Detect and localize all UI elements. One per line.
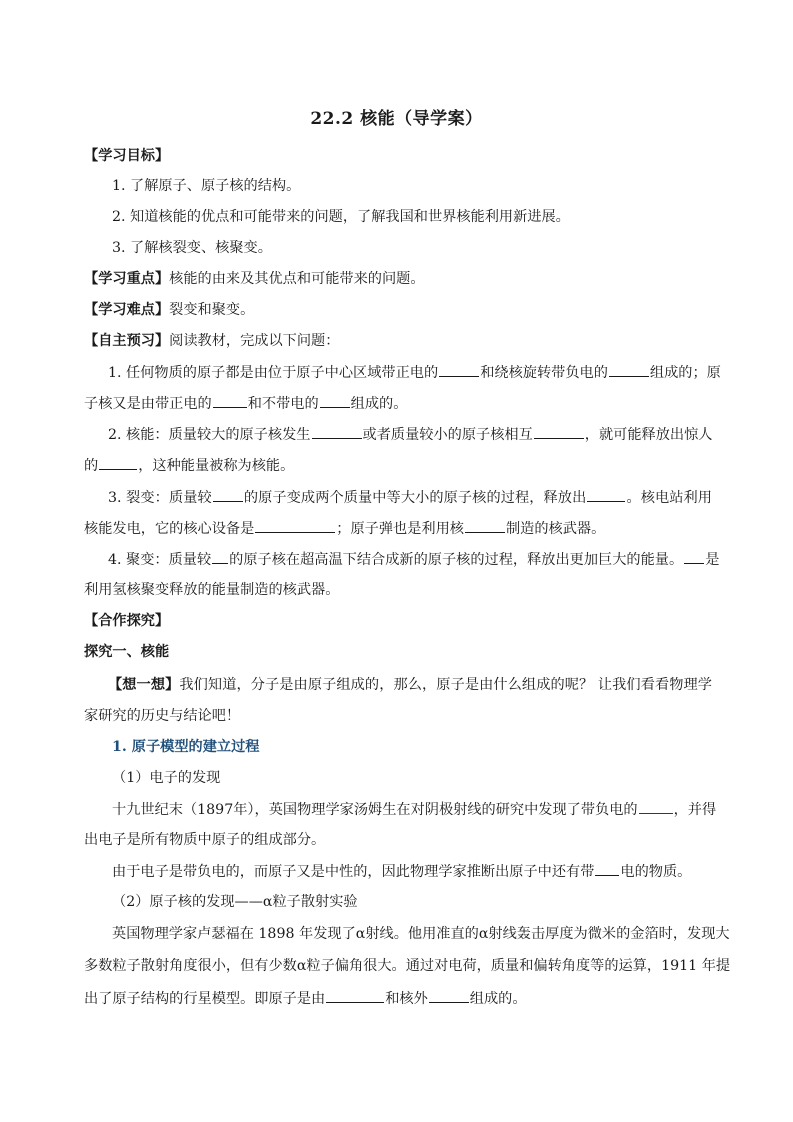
question-4-line-1 [108, 549, 720, 570]
key-point-text: 核能的由来及其优点和可能带来的问题。 [169, 271, 425, 287]
answer-blank[interactable] [326, 988, 384, 1003]
answer-blank[interactable] [312, 424, 362, 439]
question-3-line-1 [108, 487, 712, 508]
answer-blank[interactable] [429, 988, 469, 1003]
think-line-2: 家研究的历史与结论吧！ [84, 708, 241, 724]
electron-paragraph-line-2: 出电子是所有物质中原子的组成部分。 [84, 832, 326, 848]
subsection-2-title: （2）原子核的发现——α粒子散射实验 [112, 894, 358, 910]
difficulty-text: 裂变和聚变。 [169, 302, 255, 318]
answer-blank[interactable] [684, 549, 704, 564]
q4-text-b: 的原子核在超高温下结合成新的原子核的过程，释放出更加巨大的能量。 [229, 552, 684, 568]
answer-blank[interactable] [213, 393, 247, 408]
difficulty-label: 【学习难点】 [84, 302, 170, 318]
question-1-line-2 [84, 393, 712, 414]
q1-text-f: 组成的。 [350, 396, 408, 412]
electron-text-a: 十九世纪末（1897年），英国物理学家汤姆生在对阴极射线的研究中发现了带负电的 [112, 802, 638, 818]
question-2-line-2 [84, 455, 712, 476]
question-3-line-2 [84, 518, 712, 539]
q2-text-b: 或者质量较小的原子核相互 [362, 427, 533, 443]
charge-paragraph [112, 861, 712, 882]
answer-blank[interactable] [609, 362, 649, 377]
q3-text-d: 核能发电，它的核心设备是 [84, 521, 255, 537]
charge-text-a: 由于电子是带负电的，而原子又是中性的，因此物理学家推断出原子中还有带 [112, 864, 595, 880]
answer-blank[interactable] [534, 424, 584, 439]
think-label: 【想一想】 [108, 677, 180, 693]
q2-text-d: 的 [84, 458, 99, 474]
q2-text-c: ，就可能释放出惊人 [584, 427, 713, 443]
think-line-1 [108, 675, 712, 695]
answer-blank[interactable] [320, 393, 350, 408]
rutherford-text-b: 和核外 [385, 991, 428, 1007]
rutherford-paragraph-line-2: 多数粒子散射角度很小，但有少数α粒子偏角很大。通过对电荷，质量和偏转角度等的运算，1911 年提 [84, 958, 731, 974]
answer-blank[interactable] [99, 455, 137, 470]
q1-text-c: 组成的；原 [649, 365, 721, 381]
q3-text-b: 的原子变成两个质量中等大小的原子核的过程，释放出 [243, 490, 587, 506]
q1-text-d: 子核又是由带正电的 [84, 396, 212, 412]
electron-paragraph-line-1 [112, 799, 717, 820]
explore-1-heading: 探究一、核能 [84, 644, 170, 660]
preview-label: 【自主预习】 [84, 333, 170, 349]
electron-text-b: ，并得 [673, 802, 717, 818]
objectives-heading: 【学习目标】 [84, 148, 170, 164]
q3-text-c: 。核电站利用 [626, 490, 712, 506]
cooperate-heading: 【合作探究】 [84, 613, 170, 629]
question-4-line-2: 利用氢核聚变释放的能量制造的核武器。 [84, 582, 340, 598]
think-text-1: 我们知道，分子是由原子组成的，那么，原子是由什么组成的呢？ 让我们看看物理学 [179, 677, 712, 693]
q1-text-b: 和绕核旋转带负电的 [480, 365, 608, 381]
page-title: 22.2 核能（导学案） [310, 109, 483, 129]
charge-text-b: 电的物质。 [620, 864, 692, 880]
rutherford-text-c: 组成的。 [469, 991, 527, 1007]
question-2-line-1 [108, 424, 712, 445]
answer-blank[interactable] [212, 549, 228, 564]
objective-3: 3. 了解核裂变、核聚变。 [112, 240, 272, 256]
q4-text-a: 4. 聚变：质量较 [108, 552, 212, 568]
preview-intro: 阅读教材，完成以下问题： [169, 333, 340, 349]
key-point-label: 【学习重点】 [84, 271, 170, 287]
q2-text-a: 2. 核能：质量较大的原子核发生 [108, 427, 311, 443]
objective-1: 1. 了解原子、原子核的结构。 [112, 178, 301, 194]
objective-2: 2. 知道核能的优点和可能带来的问题，了解我国和世界核能利用新进展。 [112, 209, 570, 225]
section-1-title: 1. 原子模型的建立过程 [112, 739, 260, 755]
q1-text-e: 和不带电的 [247, 396, 319, 412]
q4-text-c: 是 [705, 552, 720, 568]
answer-blank[interactable] [587, 487, 625, 502]
q1-text-a: 1. 任何物质的原子都是由位于原子中心区域带正电的 [108, 365, 439, 381]
answer-blank[interactable] [213, 487, 243, 502]
subsection-1-title: （1）电子的发现 [112, 770, 221, 786]
difficulty-row [84, 300, 712, 320]
answer-blank[interactable] [255, 518, 335, 533]
key-point-row [84, 269, 712, 289]
preview-row [84, 331, 712, 351]
q3-text-e: ；原子弹也是利用核 [336, 521, 464, 537]
q3-text-f: 制造的核武器。 [505, 521, 606, 537]
rutherford-paragraph-line-3 [84, 988, 712, 1009]
question-1-line-1 [108, 362, 721, 383]
answer-blank[interactable] [439, 362, 479, 377]
answer-blank[interactable] [595, 861, 619, 876]
rutherford-text-a: 出了原子结构的行星模型。即原子是由 [84, 991, 326, 1007]
answer-blank[interactable] [639, 799, 673, 814]
q2-text-e: ，这种能量被称为核能。 [138, 458, 295, 474]
q3-text-a: 3. 裂变：质量较 [108, 490, 212, 506]
answer-blank[interactable] [465, 518, 505, 533]
rutherford-paragraph-line-1: 英国物理学家卢瑟福在 1898 年发现了α射线。他用准直的α射线轰击厚度为微米的金箔时，发现大 [112, 926, 730, 942]
